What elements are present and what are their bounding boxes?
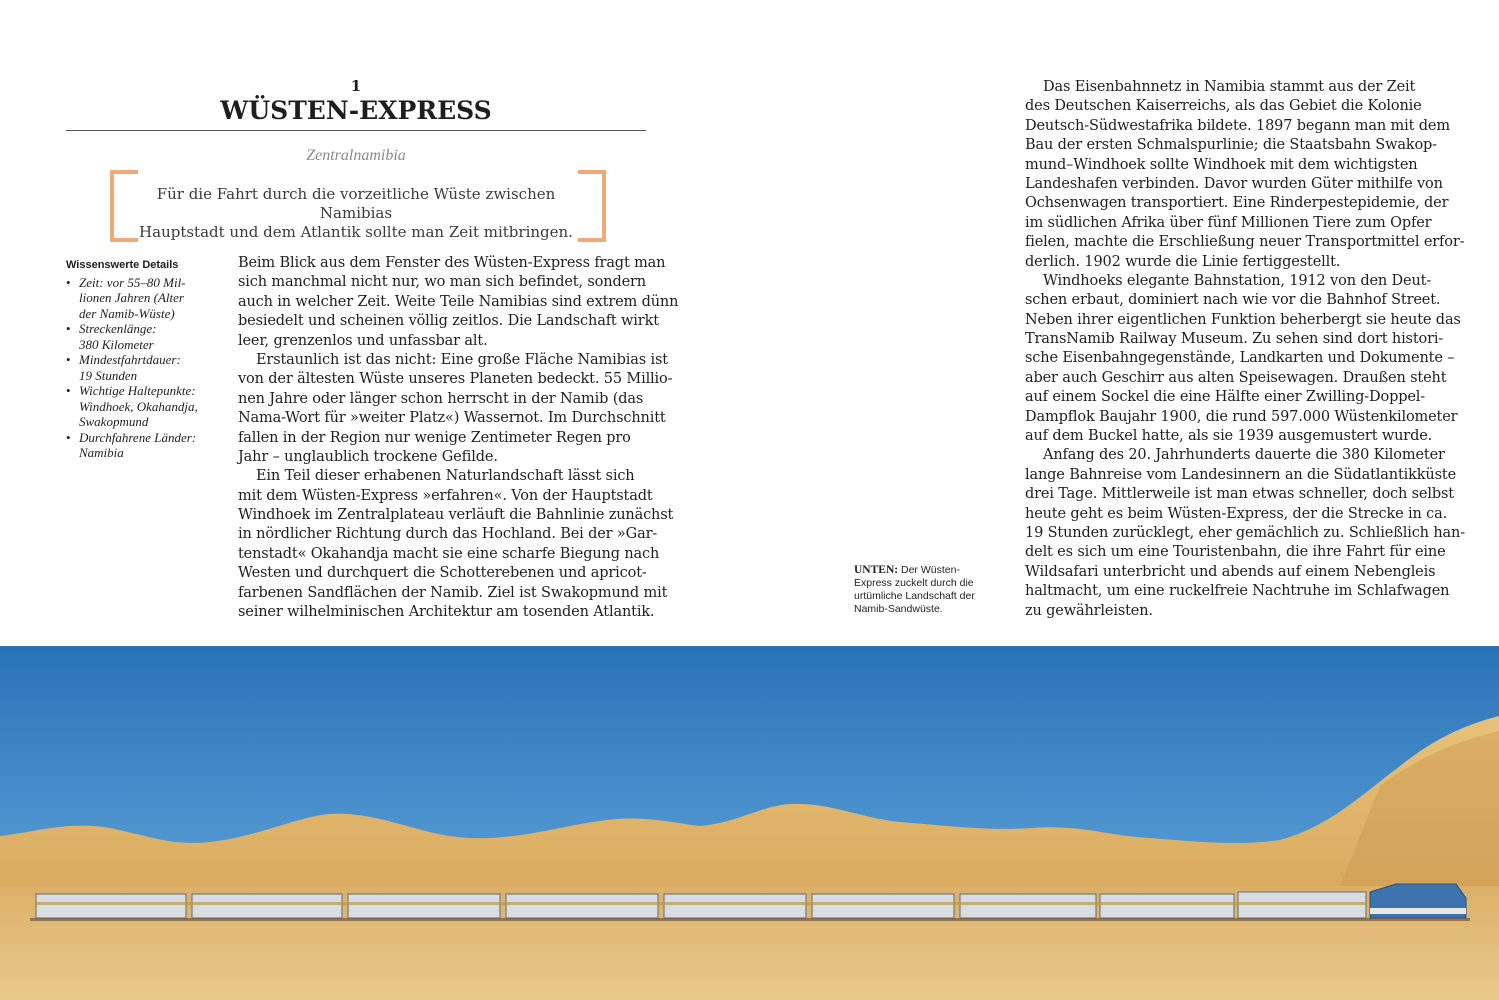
body-line: leer, grenzenlos und unfassbar alt. — [238, 332, 488, 349]
caption-line: Express zuckelt durch die — [854, 577, 974, 589]
body-column-left — [238, 254, 679, 622]
body-line: fielen, machte die Erschließung neuer Transportmittel erfor- — [1025, 234, 1465, 251]
body-line: farbenen Sandflächen der Namib. Ziel ist Swakopmund mit — [238, 584, 668, 601]
body-line: sich manchmal nicht nur, wo man sich befindet, sondern — [238, 274, 646, 291]
body-line: Anfang des 20. Jahrhunderts dauerte die 380 Kilometer — [1043, 447, 1445, 464]
fact-line: • Streckenlänge: — [79, 321, 157, 336]
body-line: 19 Stunden zurücklegt, eher gemächlich zu. Schließlich han- — [1025, 524, 1465, 541]
fact-line: 19 Stunden — [79, 367, 138, 383]
body-line: sche Eisenbahngegenstände, Landkarten und Dokumente – — [1025, 350, 1455, 367]
fact-item — [79, 383, 226, 430]
fact-item — [79, 430, 226, 461]
body-line: in nördlicher Richtung durch das Hochland. Bei der »Gar- — [238, 526, 658, 543]
caption-line: Namib-Sandwüste. — [854, 603, 943, 615]
body-line: heute geht es beim Wüsten-Express, der die Strecke in ca. — [1025, 505, 1448, 522]
body-line: Deutsch-Südwestafrika bildete. 1897 begann man mit dem — [1025, 117, 1450, 134]
body-line: lange Bahnreise vom Landesinnern an die Südatlantikküste — [1025, 466, 1456, 483]
body-line: Ein Teil dieser erhabenen Naturlandschaft lässt sich — [256, 468, 635, 485]
intro-text — [126, 185, 586, 242]
title-rule — [66, 130, 646, 131]
body-line: Neben ihrer eigentlichen Funktion beherbergt sie heute das — [1025, 311, 1461, 328]
body-line: auch in welcher Zeit. Weite Teile Namibias sind extrem dünn — [238, 293, 679, 310]
chapter-number: 1 — [350, 77, 362, 95]
caption-lead: UNTEN: — [854, 564, 899, 576]
intro-line: Für die Fahrt durch die vorzeitliche Wüste zwischen Namibias — [156, 185, 556, 222]
fact-line: Namibia — [79, 445, 124, 460]
region-subtitle: Zentralnamibia — [306, 147, 406, 164]
body-line: schen erbaut, dominiert nach wie vor die Bahnhof Street. — [1025, 292, 1441, 309]
body-line: des Deutschen Kaiserreichs, als das Gebiet die Kolonie — [1025, 98, 1422, 115]
body-line: tenstadt« Okahandja macht sie eine scharfe Biegung nach — [238, 545, 660, 562]
body-line: Dampflok Baujahr 1900, die rund 597.000 Wüstenkilometer — [1025, 408, 1458, 425]
body-line: im südlichen Afrika über fünf Millionen Tiere zum Opfer — [1025, 214, 1432, 231]
body-line: fallen in der Region nur wenige Zentimeter Regen pro — [238, 429, 631, 446]
body-line: Nama-Wort für »weiter Platz«) Wassernot. Im Durchschnitt — [238, 410, 666, 427]
body-line: Das Eisenbahnnetz in Namibia stammt aus der Zeit — [1043, 79, 1416, 95]
body-line: zu gewährleisten. — [1025, 602, 1153, 619]
body-column-right — [1025, 78, 1465, 621]
intro-line: Hauptstadt und dem Atlantik sollte man Zeit mitbringen. — [139, 223, 573, 241]
body-line: derlich. 1902 wurde die Linie fertiggestellt. — [1025, 253, 1341, 270]
desert-train-photo — [0, 646, 1499, 1000]
body-line: Windhoek im Zentralplateau verläuft die Bahnlinie zunächst — [238, 507, 674, 524]
body-line: besiedelt und scheinen völlig zeitlos. Die Landschaft wirkt — [238, 313, 659, 330]
fact-item — [79, 275, 226, 322]
body-line: delt es sich um eine Touristenbahn, die ihre Fahrt für eine — [1025, 544, 1446, 561]
fact-line: Windhoek, Okahandja, — [79, 398, 198, 414]
body-line: Erstaunlich ist das nicht: Eine große Fläche Namibias ist — [256, 351, 668, 368]
fact-item — [79, 352, 226, 383]
photo-illustration — [0, 646, 1499, 1000]
body-line: Wildsafari unterbricht und abends auf einem Nebengleis — [1025, 563, 1436, 580]
body-line: Bau der ersten Schmalspurlinie; die Staatsbahn Swakop- — [1025, 137, 1437, 154]
body-line: drei Tage. Mittlerweile ist man etwas schneller, doch selbst — [1025, 486, 1454, 503]
body-line: seiner wilhelminischen Architektur am tosenden Atlantik. — [238, 604, 655, 621]
body-line: Jahr – unglaublich trockene Gefilde. — [238, 448, 498, 465]
body-line: von der ältesten Wüste unseres Planeten bedeckt. 55 Millio- — [238, 371, 673, 388]
fact-line: 380 Kilometer — [79, 336, 154, 352]
fact-line: • Zeit: vor 55–80 Mil- — [79, 274, 186, 290]
fact-line: • Mindestfahrtdauer: — [79, 352, 181, 367]
body-line: aber auch Geschirr aus alten Speisewagen. Draußen steht — [1025, 369, 1447, 386]
body-line: Windhoeks elegante Bahnstation, 1912 von den Deut- — [1043, 272, 1432, 289]
chapter-title: WÜSTEN-EXPRESS — [220, 96, 492, 125]
fact-line: der Namib-Wüste) — [79, 305, 175, 321]
body-line: nen Jahre oder länger schon herrscht in der Namib (das — [238, 390, 644, 407]
caption-line: urtümliche Landschaft der — [854, 590, 975, 602]
fact-item — [79, 321, 226, 352]
photo-caption — [854, 564, 1014, 616]
fact-line: Swakopmund — [79, 414, 149, 429]
facts-list — [66, 275, 226, 461]
facts-sidebar — [66, 258, 226, 461]
body-line: auf dem Buckel hatte, als sie 1939 ausgemustert wurde. — [1025, 428, 1433, 445]
body-line: mund–Windhoek sollte Windhoek mit dem wichtigsten — [1025, 156, 1418, 173]
body-line: Westen und durchquert die Schotterebenen und apricot- — [238, 565, 647, 582]
body-line: mit dem Wüsten-Express »erfahren«. Von der Hauptstadt — [238, 487, 653, 504]
fact-line: • Durchfahrene Länder: — [79, 429, 197, 445]
body-line: Beim Blick aus dem Fenster des Wüsten-Express fragt man — [238, 255, 666, 271]
fact-line: lionen Jahren (Alter — [79, 290, 184, 305]
facts-heading: Wissenswerte Details — [66, 259, 179, 271]
body-line: Ochsenwagen transportiert. Eine Rinderpestepidemie, der — [1025, 195, 1449, 212]
body-line: Landeshafen verbinden. Davor wurden Güter mithilfe von — [1025, 175, 1443, 192]
body-line: TransNamib Railway Museum. Zu sehen sind dort histori- — [1025, 331, 1444, 348]
fact-line: • Wichtige Haltepunkte: — [79, 383, 196, 398]
body-line: haltmacht, um eine ruckelfreie Nachtruhe im Schlafwagen — [1025, 583, 1450, 600]
body-line: auf einem Sockel die eine Hälfte einer Zwilling-Doppel- — [1025, 389, 1426, 406]
caption-line: Der Wüsten- — [898, 564, 960, 576]
